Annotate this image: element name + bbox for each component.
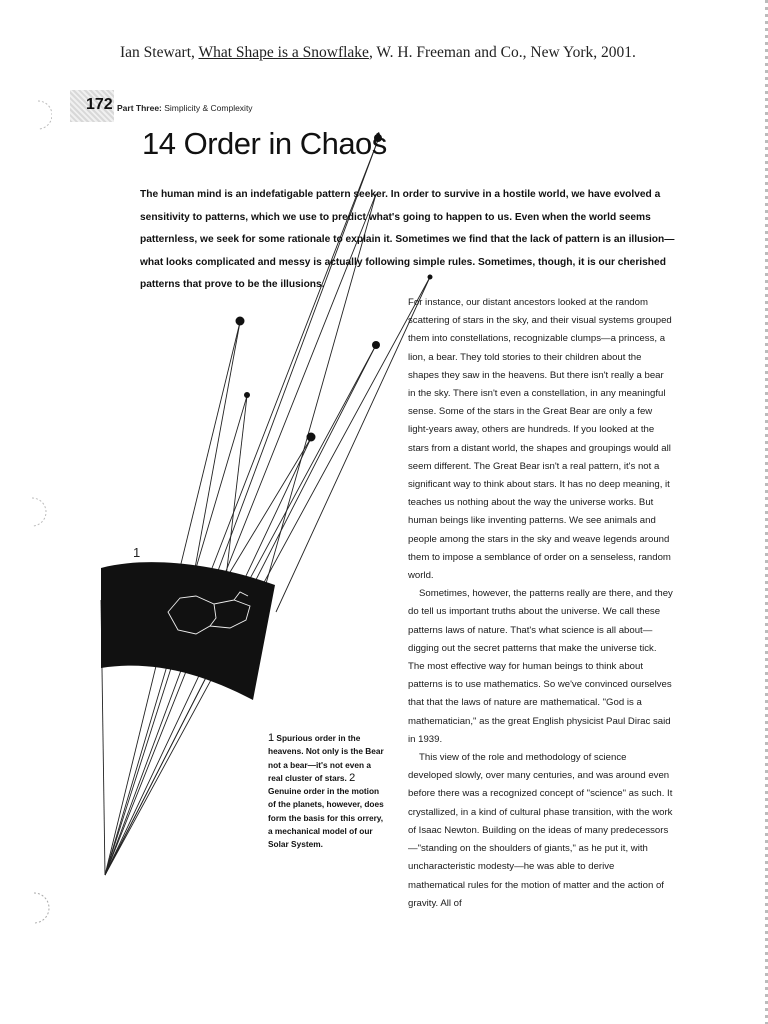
paragraph: This view of the role and methodology of science developed slowly, over many centuries, and was around even before there was a recognized concept of "science" as such. It crystallized, in a kind of cultural phase transition, with the work of Isaac Newton. Building on the ideas of many predecessors—"standing on the shoulders of giants," as he put it, with uncharacteristic modesty—he was able to derive mathematical rules for the motion of matter and the action of gravity. All of: [408, 752, 673, 909]
chapter-intro: The human mind is an indefatigable pattern seeker. In order to survive in a hostile world, we have evolved a sensitivity to patterns, which we use to predict what's going to happen to us. Even when the world seems patternless, we seek for some rationale to explain it. Sometimes we find that the lack of pattern is an illusion—what looks complicated and messy is actually following simple rules. Sometimes, though, it is our cherished patterns that prove to be the illusions.: [140, 189, 675, 290]
star-icon: [236, 317, 245, 326]
figure-number: 1: [133, 545, 141, 560]
star-icon: [244, 392, 250, 398]
body-text: [408, 294, 673, 913]
citation-publisher: , W. H. Freeman and Co., New York, 2001.: [368, 44, 636, 61]
caption-text-2: Genuine order in the motion of the planets, however, does form the basis for this orrery, a mechanical model of our Solar System.: [268, 786, 384, 850]
citation-author: Ian Stewart,: [120, 44, 199, 61]
caption-number-2: 2: [349, 771, 356, 784]
paragraph: Sometimes, however, the patterns really are there, and they do tell us important truths about the universe. We call these patterns laws of nature. That's what science is all about—digging out the secret patterns that make the universe tick. The most effective way for human beings to think about patterns is to use mathematics. So we've convinced ourselves that that the laws of nature are mathematical. "God is a mathematician," as the great English physicist Paul Dirac said in 1939.: [408, 588, 673, 745]
star-icon: [307, 433, 316, 442]
caption-number-1: 1: [268, 732, 275, 744]
punch-hole-icon: [14, 890, 50, 926]
chapter-title: 14 Order in Chaos: [142, 126, 387, 161]
figure-caption: [268, 732, 386, 852]
sky-patch: [101, 562, 275, 700]
punch-hole-icon: [18, 495, 52, 529]
part-label-bold: Part Three:: [117, 103, 162, 113]
star-icon: [372, 341, 380, 349]
punch-hole-icon: [18, 98, 52, 132]
page-number: 172: [86, 96, 113, 113]
part-label-title: Simplicity & Complexity: [161, 103, 253, 113]
caption-text-1: Spurious order in the heavens. Not only is the Bear not a bear—it's not even a real cluster of stars.: [268, 733, 384, 783]
paragraph: For instance, our distant ancestors looked at the random scattering of stars in the sky, and their visual systems grouped them into constellations, recognizable clumps—a princess, a lion, a bear. They told stories to their children about the shapes they saw in the heavens. But there isn't really a bear in the sky. There isn't even a constellation, in any meaningful sense. Some of the stars in the Great Bear are only a few light-years away, others are hundreds. If you looked at the stars from a distant world, the shapes and groupings would all seem different. The Great Bear isn't a real pattern, it's not a significant way to think about stars. It has no deep meaning, it teaches us nothing about the way the universe works. But human beings like inventing patterns. We see animals and people among the stars in the sky and weave legends around them to impose a semblance of order on a senseless, random world.: [408, 297, 672, 582]
citation-book-title: What Shape is a Snowflake: [198, 44, 369, 61]
